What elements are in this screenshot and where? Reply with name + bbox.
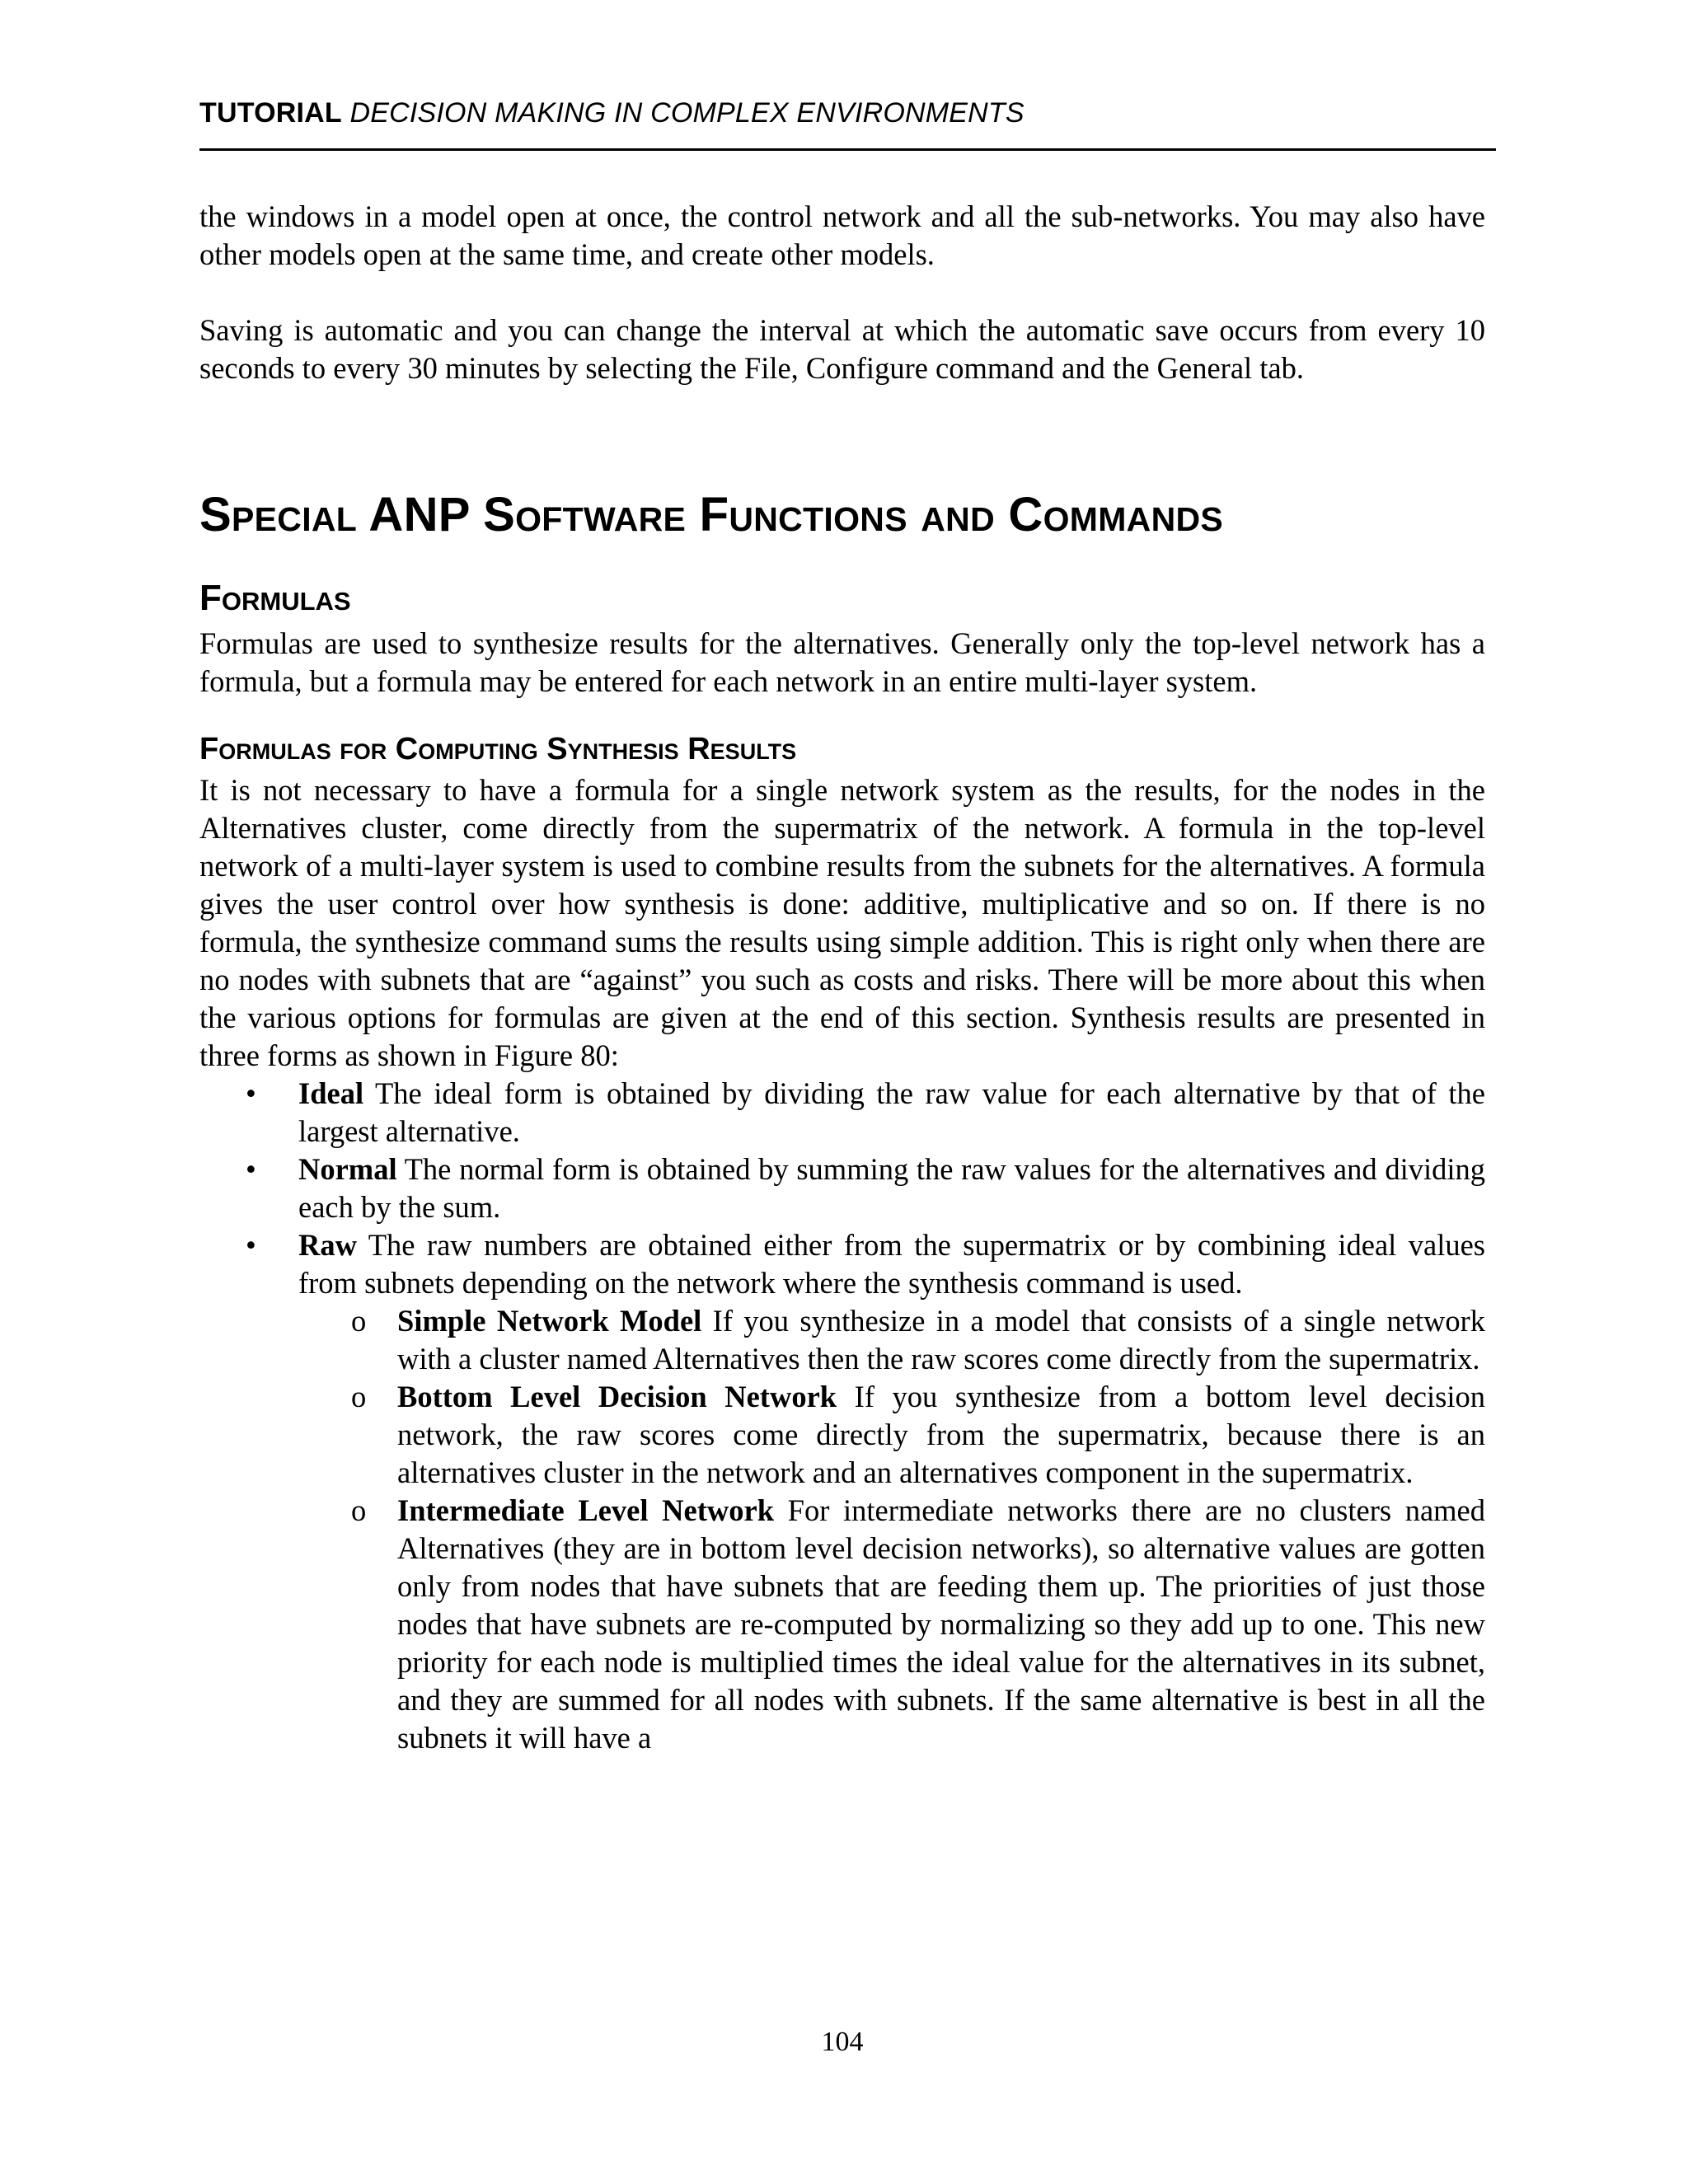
sub-item-intermediate-level [351, 1492, 1486, 1757]
formulas-heading: Formulas [199, 578, 351, 618]
bullet-marker: • [246, 1076, 256, 1110]
definition-intermediate-level-network: For intermediate networks there are no clusters named Alternatives (they are in bottom level decision networks), so alternative values are gotten only from nodes that have subnets that are feeding them up. The priorities of just those nodes that have subnets are re-computed by normalizing so they add up to one. This new priority for each node is multiplied times the ideal value for the alternatives in its subnet, and they are summed for all nodes with subnets. If the same alternative is best in all the subnets it will have a [397, 1493, 1486, 1755]
synthesis-heading: Formulas for Computing Synthesis Results [199, 732, 797, 766]
definition-normal: The normal form is obtained by summing the raw values for the alternatives and dividing each by the sum. [298, 1152, 1485, 1224]
list-item-normal [246, 1151, 1485, 1226]
raw-sources-list [298, 1302, 1485, 1757]
term-normal: Normal [298, 1152, 397, 1186]
header-rule [199, 148, 1496, 151]
running-header-lead: TUTORIAL [199, 97, 342, 129]
bullet-marker: • [246, 1152, 256, 1186]
intro-paragraph-2: Saving is automatic and you can change the interval at which the automatic save occurs from every 10 seconds to every 30 minutes by selecting the File, Configure command and the General tab. [199, 313, 1485, 385]
term-simple-network-model: Simple Network Model [397, 1304, 702, 1338]
term-bottom-level-decision-network: Bottom Level Decision Network [397, 1380, 837, 1413]
sub-bullet-marker: o [351, 1380, 367, 1413]
definition-raw: The raw numbers are obtained either from the supermatrix or by combining ideal values from subnets depending on the network where the synthesis command is used. [298, 1228, 1485, 1300]
synthesis-forms-list [199, 1075, 1485, 1757]
sub-item-simple-network [351, 1302, 1485, 1378]
sub-bullet-marker: o [351, 1493, 367, 1527]
bullet-marker: • [246, 1228, 256, 1262]
section-title: Special ANP Software Functions and Commands [199, 488, 1224, 541]
sub-bullet-marker: o [351, 1304, 367, 1338]
list-item-raw [246, 1226, 1486, 1757]
term-raw: Raw [298, 1228, 357, 1262]
term-ideal: Ideal [298, 1076, 364, 1110]
definition-bottom-level-decision-network: If you synthesize from a bottom level decision network, the raw scores come directly from the supermatrix, because there is an alternatives cluster in the network and an alternatives component in the supermatrix. [397, 1380, 1485, 1489]
document-page [199, 0, 1485, 2184]
intro-paragraph-1: the windows in a model open at once, the control network and all the sub-networks. You may also have other models open at the same time, and create other models. [199, 199, 1485, 271]
running-header [199, 97, 1025, 129]
term-intermediate-level-network: Intermediate Level Network [397, 1493, 774, 1527]
running-header-title: DECISION MAKING IN COMPLEX ENVIRONMENTS [341, 97, 1025, 129]
page-body [199, 198, 1485, 1757]
sub-item-bottom-level [351, 1378, 1485, 1492]
synthesis-paragraph: It is not necessary to have a formula for a single network system as the results, for the nodes in the Alternatives cluster, come directly from the supermatrix of the network. A formula in the top-level network of a multi-layer system is used to combine results from the subnets for the alternatives. A formula gives the user control over how synthesis is done: additive, multiplicative and so on. If there is no formula, the synthesize command sums the results using simple addition. This is right only when there are no nodes with subnets that are “against” you such as costs and risks. There will be more about this when the various options for formulas are given at the end of this section. Synthesis results are presented in three forms as shown in Figure 80: [199, 773, 1485, 1072]
list-item-ideal [246, 1075, 1485, 1151]
definition-simple-network-model: If you synthesize in a model that consists of a single network with a cluster named Alternatives then the raw scores come directly from the supermatrix. [397, 1304, 1485, 1376]
formulas-paragraph: Formulas are used to synthesize results for the alternatives. Generally only the top-level network has a formula, but a formula may be entered for each network in an entire multi-layer system. [199, 626, 1485, 698]
definition-ideal: The ideal form is obtained by dividing the raw value for each alternative by that of the largest alternative. [298, 1076, 1485, 1148]
page-number: 104 [821, 2027, 864, 2057]
